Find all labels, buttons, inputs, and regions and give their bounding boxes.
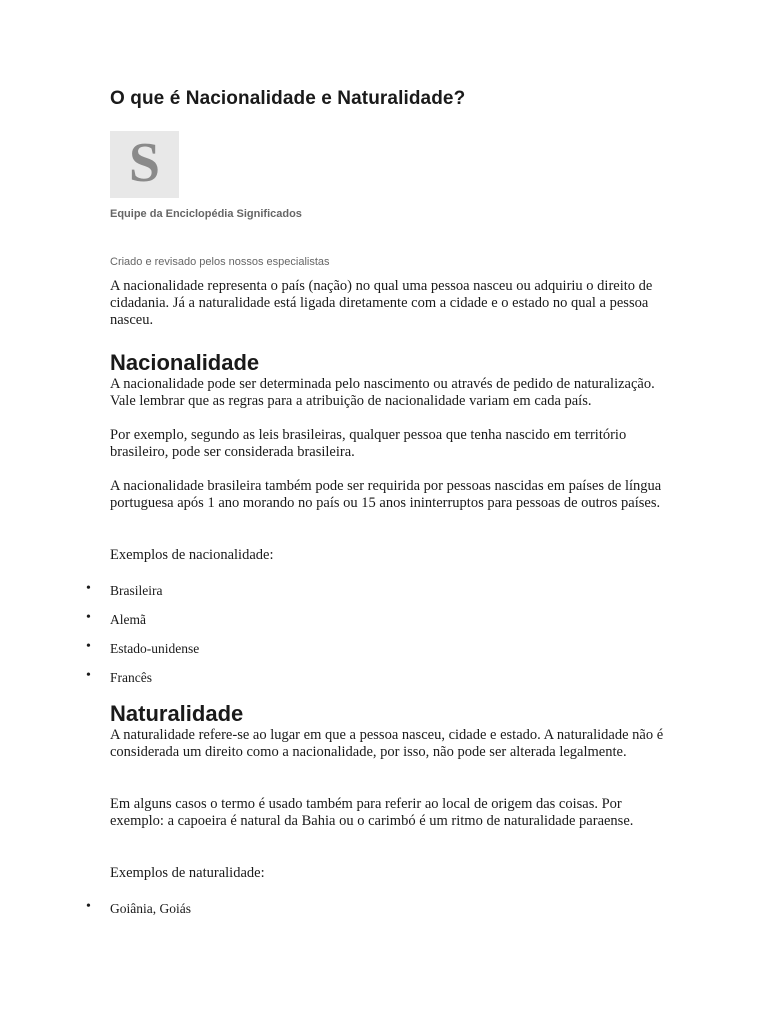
- bullet-icon: •: [86, 639, 91, 654]
- nacionalidade-paragraph-1: A nacionalidade pode ser determinada pelo nascimento ou através de pedido de naturalização. Vale lembrar que as regras para a atribuição de nacionalidade variam em cada país.: [110, 376, 655, 410]
- list-item-text: Brasileira: [110, 583, 163, 598]
- bullet-icon: •: [86, 610, 91, 625]
- intro-paragraph: A nacionalidade representa o país (nação) no qual uma pessoa nasceu ou adquiriu o direito de cidadania. Já a naturalidade está ligada diretamente com a cidade e o estado no qual a pessoa nasceu.: [110, 278, 653, 329]
- site-logo: [110, 131, 179, 198]
- review-note: Criado e revisado pelos nossos especialistas: [110, 256, 330, 268]
- bullet-icon: •: [86, 899, 91, 914]
- author-name[interactable]: Equipe da Enciclopédia Significados: [110, 208, 302, 220]
- naturalidade-paragraph-1: A naturalidade refere-se ao lugar em que a pessoa nasceu, cidade e estado. A naturalidade não é considerada um direito como a nacionalidade, por isso, não pode ser alterada legalmente.: [110, 727, 664, 761]
- logo-letter: S: [128, 131, 161, 194]
- list-item-text: Francês: [110, 670, 152, 685]
- heading-nacionalidade: Nacionalidade: [110, 350, 260, 375]
- bullet-icon: •: [86, 581, 91, 596]
- bullet-icon: •: [86, 668, 91, 683]
- list-item-text: Goiânia, Goiás: [110, 901, 191, 916]
- naturalidade-examples-label: Exemplos de naturalidade:: [110, 865, 265, 881]
- naturalidade-paragraph-2: Em alguns casos o termo é usado também para referir ao local de origem das coisas. Por exemplo: a capoeira é natural da Bahia ou o carimbó é um ritmo de naturalidade paraense.: [110, 796, 634, 830]
- article-title: O que é Nacionalidade e Naturalidade?: [110, 88, 466, 109]
- list-item-text: Estado-unidense: [110, 641, 200, 656]
- nacionalidade-paragraph-2: Por exemplo, segundo as leis brasileiras, qualquer pessoa que tenha nascido em território brasileiro, pode ser considerada brasileira.: [110, 427, 627, 461]
- nacionalidade-examples-label: Exemplos de nacionalidade:: [110, 547, 274, 563]
- list-item-text: Alemã: [110, 612, 146, 627]
- nacionalidade-paragraph-3: A nacionalidade brasileira também pode ser requirida por pessoas nascidas em países de língua portuguesa após 1 ano morando no país ou 15 anos ininterruptos para pessoas de outros países.: [110, 478, 662, 512]
- heading-naturalidade: Naturalidade: [110, 701, 244, 726]
